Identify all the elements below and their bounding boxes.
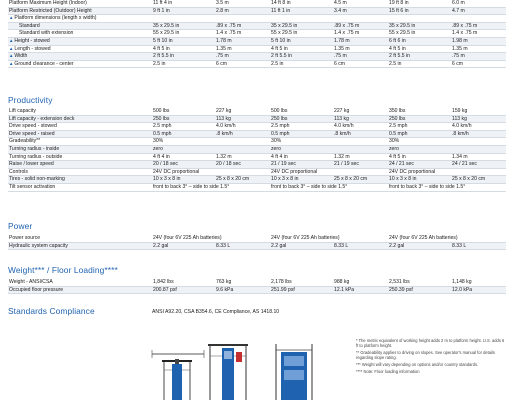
productivity-row	[8, 161, 506, 169]
spec-value: zero	[270, 145, 333, 153]
spec-value: zero	[388, 145, 451, 153]
row-label	[8, 145, 152, 153]
spec-value: 113 kg	[333, 115, 388, 123]
row-label-text: Length - stowed	[14, 45, 51, 52]
spec-value: 3.5 m	[215, 0, 270, 7]
productivity-row	[8, 153, 506, 161]
spec-value: 11 ft 1 in	[270, 7, 333, 15]
row-label	[8, 138, 152, 146]
spec-value	[215, 145, 270, 153]
spec-value: 55 x 29.5 in	[388, 30, 451, 38]
lift-rear-view-illustration	[272, 342, 316, 400]
spec-value: 0.5 mph	[152, 130, 215, 138]
row-label-text: Controls	[9, 168, 28, 175]
spec-value: 500 lbs	[270, 108, 333, 115]
spec-value: .75 m	[215, 53, 270, 61]
row-label	[8, 0, 152, 7]
footnote: * The metric equivalent of working height adds 2 m to platform height. U.S. adds 6 ft to platform height.	[356, 338, 505, 349]
spec-value: 2.2 gal	[388, 242, 451, 250]
spec-value: 1.4 x .75 m	[333, 30, 388, 38]
spec-value: 2.5 mph	[270, 123, 333, 131]
spec-value	[388, 15, 451, 23]
triangle-icon: ▲	[9, 15, 14, 21]
dimensions-table	[8, 0, 506, 68]
spec-value: 9 ft 1 in	[152, 7, 215, 15]
spec-value	[333, 168, 388, 176]
spec-value: 2,178 lbs	[270, 279, 333, 286]
dimensions-row	[8, 60, 506, 68]
spec-value: 500 lbs	[152, 108, 215, 115]
spec-value: 1.98 m	[451, 37, 506, 45]
row-label	[8, 153, 152, 161]
spec-value: 113 kg	[215, 115, 270, 123]
row-label	[8, 45, 152, 53]
row-label	[8, 15, 152, 23]
row-label-text: Platform dimensions (length x width)	[14, 15, 97, 22]
spec-value: 4 ft 5 in	[152, 45, 215, 53]
spec-value: 1.4 x .75 m	[215, 30, 270, 38]
spec-value	[270, 15, 333, 23]
spec-value: 2,531 lbs	[388, 279, 451, 286]
spec-value	[451, 168, 506, 176]
spec-value: 4.7 m	[451, 7, 506, 15]
spec-value: 4 ft 4 in	[270, 153, 333, 161]
spec-value: 4.5 m	[333, 0, 388, 7]
spec-value: 24V (four 6V 225 Ah batteries)	[153, 235, 222, 241]
spec-value: 159 kg	[451, 108, 506, 115]
spec-value: 10 x 3 x 8 in	[270, 176, 333, 184]
row-label	[8, 130, 152, 138]
spec-value: 21 / 19 sec	[333, 161, 388, 169]
row-label	[8, 60, 152, 68]
row-label-text: Turning radius - inside	[9, 145, 60, 152]
spec-value: 4.0 km/h	[215, 123, 270, 131]
row-label	[8, 30, 152, 38]
spec-value: .8 km/h	[451, 130, 506, 138]
spec-value: 25 x 8 x 20 cm	[215, 176, 270, 184]
spec-value: 250.39 psf	[388, 286, 451, 294]
spec-value: 8.33 L	[333, 242, 388, 250]
productivity-row	[8, 176, 506, 184]
power-row	[8, 235, 506, 242]
spec-value: 1.35 m	[333, 45, 388, 53]
spec-value: front to back 3° – side to side 1.5°	[153, 183, 230, 190]
row-label-text: Standard with extension	[19, 30, 74, 37]
standards-text: ANSI A92.20, CSA B354.6, CE Compliance, AS 1418.10	[152, 309, 280, 315]
spec-value: 4 ft 4 in	[152, 153, 215, 161]
spec-value: 15 ft 6 in	[388, 7, 451, 15]
row-label-text: Tilt sensor activation	[9, 183, 56, 190]
spec-value: 24 / 21 sec	[451, 161, 506, 169]
spec-value: 10 x 3 x 8 in	[152, 176, 215, 184]
dimensions-row	[8, 15, 506, 23]
row-label-text: Drive speed - raised	[9, 130, 55, 137]
spec-value: 251.99 psf	[270, 286, 333, 294]
spec-value: 6 ft 6 in	[388, 37, 451, 45]
row-label-text: Hydraulic system capacity	[9, 242, 68, 249]
row-label-text: Weight - ANSI/CSA	[9, 279, 53, 285]
spec-value: 1.35 m	[451, 45, 506, 53]
spec-value: 10 x 3 x 8 in	[388, 176, 451, 184]
spec-value: 227 kg	[333, 108, 388, 115]
row-label-text: Drive speed - stowed	[9, 123, 57, 130]
dimensions-row	[8, 0, 506, 7]
spec-value: 1,148 kg	[451, 279, 506, 286]
triangle-icon: ▲	[9, 45, 14, 51]
spec-value: 1.78 m	[333, 37, 388, 45]
row-label	[8, 286, 152, 294]
row-label	[8, 235, 152, 242]
spec-value: .89 x .75 m	[333, 22, 388, 30]
row-label	[8, 37, 152, 45]
productivity-heading: Productivity	[8, 95, 53, 105]
row-label-text: Turning radius - outside	[9, 153, 63, 160]
row-label-text: Height - stowed	[14, 37, 50, 44]
dimensions-row	[8, 45, 506, 53]
standards-heading: Standards Compliance	[8, 306, 95, 316]
spec-value: 6 cm	[333, 60, 388, 68]
productivity-table	[8, 108, 506, 192]
productivity-row	[8, 183, 506, 191]
spec-value	[451, 138, 506, 146]
row-label	[8, 161, 152, 169]
row-label-text: Gradeability**	[9, 138, 41, 145]
row-label-text: Platform Restricted (Outdoor) Height	[9, 7, 92, 14]
spec-value: 19 ft 8 in	[388, 0, 451, 7]
spec-value: 250 lbs	[270, 115, 333, 123]
spec-value: 2.5 mph	[388, 123, 451, 131]
spec-value: 25 x 8 x 20 cm	[451, 176, 506, 184]
spec-value: 2 ft 5.5 in	[152, 53, 215, 61]
spec-value: 227 kg	[215, 108, 270, 115]
spec-value: 30%	[152, 138, 215, 146]
spec-value: 24V DC proportional	[270, 168, 333, 176]
spec-value	[215, 168, 270, 176]
spec-value: front to back 3° – side to side 1.5°	[389, 183, 466, 190]
spec-value: 200.87 psf	[152, 286, 215, 294]
row-label-text: Platform Maximum Height (Indoor)	[9, 0, 87, 6]
footnote: *** Weight will vary depending on options and/or country standards.	[356, 362, 479, 367]
spec-value: 3.4 m	[333, 7, 388, 15]
spec-value	[451, 235, 506, 242]
dimensions-row	[8, 53, 506, 61]
row-label	[8, 22, 152, 30]
spec-value: 113 kg	[451, 115, 506, 123]
spec-value: 4 ft 5 in	[270, 45, 333, 53]
spec-value: 12.1 kPa	[333, 286, 388, 294]
spec-value: 6 cm	[451, 60, 506, 68]
spec-value	[215, 138, 270, 146]
productivity-row	[8, 108, 506, 115]
productivity-row	[8, 115, 506, 123]
row-label	[8, 183, 152, 191]
spec-value: 9.6 kPa	[215, 286, 270, 294]
spec-value: 11 ft 4 in	[152, 0, 215, 7]
spec-value	[451, 15, 506, 23]
spec-value: 1.4 x .75 m	[451, 30, 506, 38]
productivity-row	[8, 145, 506, 153]
spec-value: 25 x 8 x 20 cm	[333, 176, 388, 184]
spec-value: .89 x .75 m	[215, 22, 270, 30]
spec-value	[333, 145, 388, 153]
weight-row	[8, 279, 506, 286]
weight-table	[8, 279, 506, 294]
spec-value: 988 kg	[333, 279, 388, 286]
dimensions-row	[8, 22, 506, 30]
power-heading: Power	[8, 221, 33, 231]
spec-value: 24V DC proportional	[152, 168, 215, 176]
row-label-text: Power source	[9, 235, 41, 241]
productivity-row	[8, 138, 506, 146]
weight-row	[8, 286, 506, 294]
spec-value: .89 x .75 m	[451, 22, 506, 30]
spec-value: 24V (four 6V 225 Ah batteries)	[271, 235, 340, 241]
triangle-icon: ▲	[9, 53, 14, 59]
spec-value	[333, 138, 388, 146]
spec-value: 1.32 m	[333, 153, 388, 161]
spec-value: 350 lbs	[388, 108, 451, 115]
spec-value: 24V DC proportional	[388, 168, 451, 176]
row-label-text: Lift capacity - extension deck	[9, 115, 75, 122]
row-label	[8, 168, 152, 176]
spec-value: 1.32 m	[215, 153, 270, 161]
row-label-text: Standard	[19, 22, 40, 29]
row-label	[8, 242, 152, 250]
spec-value: 35 x 29.5 in	[388, 22, 451, 30]
triangle-icon: ▲	[9, 37, 14, 43]
row-label-text: Width	[14, 53, 28, 60]
footnote: **** Note: Floor loading information	[356, 368, 420, 374]
spec-value: 24V (four 6V 225 Ah batteries)	[389, 235, 458, 241]
productivity-row	[8, 130, 506, 138]
row-label	[8, 279, 152, 286]
spec-value: 6.0 m	[451, 0, 506, 7]
spec-value: 2.5 mph	[152, 123, 215, 131]
spec-value: 2.5 in	[388, 60, 451, 68]
spec-value: 4.0 km/h	[451, 123, 506, 131]
spec-value: 55 x 29.5 in	[152, 30, 215, 38]
footnotes	[356, 338, 506, 376]
row-label-text: Lift capacity	[9, 108, 36, 114]
dimensions-row	[8, 7, 506, 15]
dimensions-row	[8, 37, 506, 45]
spec-value: 1,842 lbs	[152, 279, 215, 286]
row-label	[8, 53, 152, 61]
spec-value: 35 x 29.5 in	[152, 22, 215, 30]
spec-value: 5 ft 10 in	[152, 37, 215, 45]
spec-value: 35 x 29.5 in	[270, 22, 333, 30]
spec-value: 2.5 in	[152, 60, 215, 68]
spec-value: 21 / 19 sec	[270, 161, 333, 169]
row-label-text: Tires - solid non-marking	[9, 176, 65, 183]
lift-front-view-illustration	[206, 342, 250, 400]
spec-value: 2.8 m	[215, 7, 270, 15]
power-row	[8, 242, 506, 250]
dimensions-row	[8, 30, 506, 38]
spec-value: .8 km/h	[333, 130, 388, 138]
spec-value: 12.0 kPa	[451, 286, 506, 294]
spec-value	[215, 15, 270, 23]
row-label	[8, 176, 152, 184]
spec-value	[333, 15, 388, 23]
spec-value: 1.35 m	[215, 45, 270, 53]
spec-value: 30%	[270, 138, 333, 146]
spec-value: 250 lbs	[152, 115, 215, 123]
footnote: ** Gradeability applies to driving on slopes. See operator's manual for details regarding slope rating.	[356, 350, 495, 361]
spec-value: 20 / 18 sec	[215, 161, 270, 169]
triangle-icon: ▲	[9, 60, 14, 66]
spec-value: 2 ft 5.5 in	[388, 53, 451, 61]
spec-value	[215, 235, 270, 242]
spec-value: 5 ft 10 in	[270, 37, 333, 45]
spec-value	[333, 235, 388, 242]
spec-value: zero	[152, 145, 215, 153]
spec-value: .8 km/h	[215, 130, 270, 138]
row-label-text: Raise / lower speed	[9, 161, 54, 168]
spec-value: 55 x 29.5 in	[270, 30, 333, 38]
spec-value: 6 cm	[215, 60, 270, 68]
spec-value: .75 m	[333, 53, 388, 61]
spec-value: 0.5 mph	[388, 130, 451, 138]
spec-value	[152, 15, 215, 23]
spec-value: 0.5 mph	[270, 130, 333, 138]
spec-value: 250 lbs	[388, 115, 451, 123]
spec-value: 2.2 gal	[270, 242, 333, 250]
row-label	[8, 115, 152, 123]
spec-value: 4 ft 5 in	[388, 45, 451, 53]
productivity-row	[8, 168, 506, 176]
spec-value: 24 / 21 sec	[388, 161, 451, 169]
spec-value: 20 / 18 sec	[152, 161, 215, 169]
row-label-text: Occupied floor pressure	[9, 286, 64, 293]
spec-value: .75 m	[451, 53, 506, 61]
power-table	[8, 235, 506, 250]
lift-side-view-illustration	[150, 340, 206, 400]
spec-value: 1.34 m	[451, 153, 506, 161]
spec-value: 14 ft 8 in	[270, 0, 333, 7]
row-label	[8, 7, 152, 15]
row-label	[8, 108, 152, 115]
spec-value: 8.33 L	[215, 242, 270, 250]
spec-value: 4.0 km/h	[333, 123, 388, 131]
spec-value: 4 ft 5 in	[388, 153, 451, 161]
productivity-row	[8, 123, 506, 131]
spec-value: front to back 3° – side to side 1.5°	[271, 183, 348, 190]
row-label-text: Ground clearance - center	[14, 60, 74, 67]
spec-value: 2.2 gal	[152, 242, 215, 250]
spec-value: 2 ft 5.5 in	[270, 53, 333, 61]
spec-value	[451, 145, 506, 153]
weight-heading: Weight*** / Floor Loading****	[8, 265, 118, 275]
spec-value: 2.5 in	[270, 60, 333, 68]
spec-value: 1.78 m	[215, 37, 270, 45]
spec-value: 30%	[388, 138, 451, 146]
spec-value: 8.33 L	[451, 242, 506, 250]
row-label	[8, 123, 152, 131]
spec-value: 763 kg	[215, 279, 270, 286]
